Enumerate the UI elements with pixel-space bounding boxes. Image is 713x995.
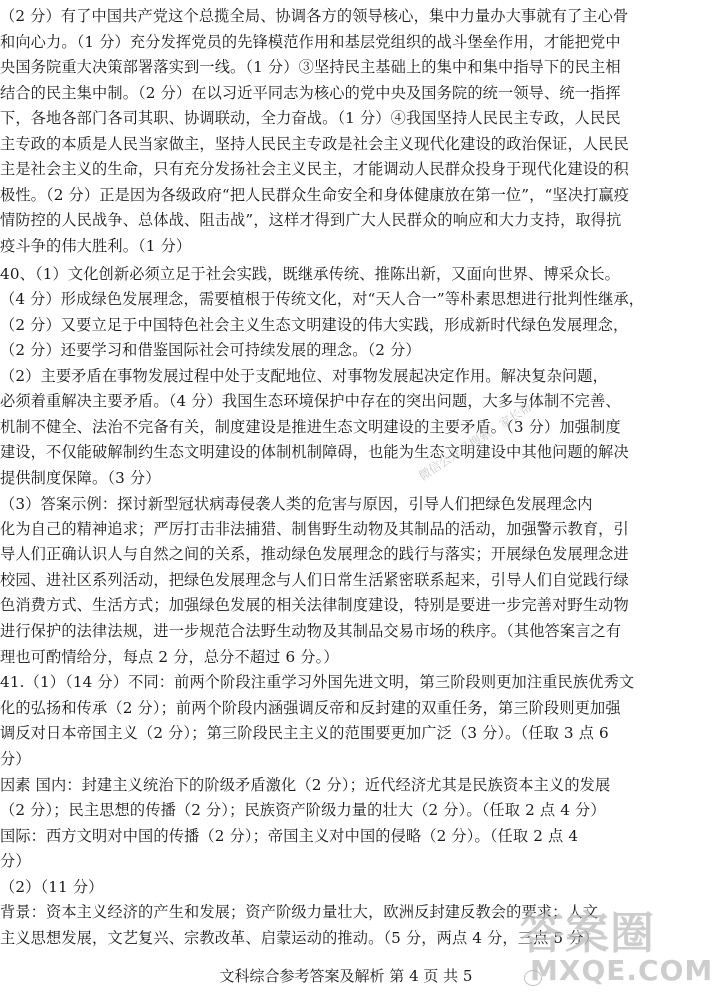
- text-line: 主义思想发展，文艺复兴、宗教改革、启蒙运动的推动。（5 分，两点 4 分，三点 5 分）: [0, 929, 599, 947]
- text-line: 40、（1）文化创新必须立足于社会实践，既继承传统、推陈出新，又面向世界、博采众长。: [0, 265, 621, 283]
- page-footer: 文科综合参考答案及解析 第 4 页 共 5: [219, 967, 473, 985]
- text-line: 理也可酌情给分，每点 2 分，总分不超过 6 分。）: [0, 648, 339, 666]
- text-line: 国际：西方文明对中国的传播（2 分）；帝国主义对中国的侵略（2 分）。（任取 2 点 4: [0, 827, 579, 845]
- text-line: 结合的民主集中制。（2 分）在以习近平同志为核心的党中央及国务院的统一领导、统一指挥: [0, 84, 621, 102]
- text-line: 背景：资本主义经济的产生和发展；资产阶级力量壮大，欧洲反封建反教会的要求；人文: [0, 903, 599, 921]
- diagonal-watermark: 微信公众号搜索：家长帮: [416, 399, 535, 484]
- text-line: 主是社会主义的生命，只有充分发扬社会主义民主，才能调动人民群众投身于现代化建设的积: [0, 160, 629, 178]
- text-line: 进行保护的法律法规，进一步规范合法野生动物及其制品交易市场的秩序。（其他答案言之有: [0, 622, 622, 640]
- text-line: 导人们正确认识人与自然之间的关系，推动绿色发展理念的践行与落实；开展绿色发展理念进: [0, 545, 629, 563]
- text-line: （2 分）有了中国共产党这个总揽全局、协调各方的领导核心，集中力量办大事就有了主心骨: [0, 7, 629, 25]
- text-line: 主专政的本质是人民当家做主，坚持人民民主专政是社会主义现代化建设的政治保证，人民民: [0, 135, 629, 153]
- brand-watermark-url: MXQE.COM: [530, 954, 713, 987]
- text-line: 机制不健全、法治不完备有关，制度建设是推进生态文明建设的主要矛盾。（3 分）加强制度: [0, 418, 621, 436]
- text-line: 和向心力。（1 分）充分发挥党员的先锋模范作用和基层党组织的战斗堡垒作用，才能把党中: [0, 33, 621, 51]
- text-line: 下，各地各部门各司其职、协调联动，全力奋战。（1 分）④我国坚持人民民主专政，人民民: [0, 109, 621, 127]
- text-line: 疫斗争的伟大胜利。（1 分）: [0, 237, 192, 255]
- text-line: 41.（1）（14 分）不同：前两个阶段注重学习外国先进文明，第三阶段则更加注重民族优秀文: [0, 673, 635, 691]
- text-line: 色消费方式、生活方式；加强绿色发展的相关法律制度建设，特别是要进一步完善对野生动物: [0, 596, 629, 614]
- text-line: 提供制度保障。（3 分）: [0, 469, 161, 487]
- text-line: 化为自己的精神追求；严厉打击非法捕猎、制售野生动物及其制品的活动，加强警示教育，引: [0, 520, 629, 538]
- text-line: 分）: [0, 852, 31, 870]
- text-line: 化的弘扬和传承（2 分）；前两个阶段内涵强调反帝和反封建的双重任务，第三阶段则更加强: [0, 699, 621, 717]
- text-line: 必须着重解决主要矛盾。（4 分）我国生态环境保护中存在的突出问题，大多与体制不完善、: [0, 392, 621, 410]
- text-line: （4 分）形成绿色发展理念，需要植根于传统文化，对“天人合一”等朴素思想进行批判性继承，: [0, 290, 645, 308]
- text-line: 校园、进社区系列活动，把绿色发展理念与人们日常生活紧密联系起来，引导人们自觉践行绿: [0, 571, 629, 589]
- text-line: （2）（11 分）: [0, 878, 104, 896]
- text-line: 调反对日本帝国主义（2 分）；第三阶段民主主义的范围要更加广泛（3 分）。（任取 3 点 6: [0, 724, 609, 742]
- text-line: （2 分）还要学习和借鉴国际社会可持续发展的理念。（2 分）: [0, 341, 421, 359]
- text-line: （2 分）；民主思想的传播（2 分）；民族资产阶级力量的壮大（2 分）。（任取 2 点 4 分）: [0, 801, 606, 819]
- text-line: 央国务院重大决策部署落实到一线。（1 分）③坚持民主基础上的集中和集中指导下的民主相: [0, 58, 621, 76]
- text-line: 建设，不仅能破解制约生态文明建设的体制机制障碍，也能为生态文明建设中其他问题的解决: [0, 443, 629, 461]
- text-line: 情防控的人民战争、总体战、阻击战”，这样才得到广大人民群众的响应和大力支持，取得抗: [0, 211, 622, 229]
- text-line: 分）: [0, 750, 31, 768]
- wechat-logo-icon: [524, 970, 542, 986]
- text-line: 极性。（2 分）正是因为各级政府“把人民群众生命安全和身体健康放在第一位”，“坚决打赢疫: [0, 186, 630, 204]
- text-line: （2 分）又要立足于中国特色社会主义生态文明建设的伟大实践，形成新时代绿色发展理念，: [0, 316, 629, 334]
- brand-watermark-title: 答案圈: [520, 908, 655, 959]
- brand-watermark: [520, 908, 713, 988]
- text-line: （3）答案示例：探讨新型冠状病毒侵袭人类的危害与原因，引导人们把绿色发展理念内: [0, 495, 593, 513]
- text-line: 因素 国内：封建主义统治下的阶级矛盾激化（2 分）；近代经济尤其是民族资本主义的发展: [0, 776, 611, 794]
- text-line: （2）主要矛盾在事物发展过程中处于支配地位、对事物发展起决定作用。解决复杂问题，: [0, 367, 608, 385]
